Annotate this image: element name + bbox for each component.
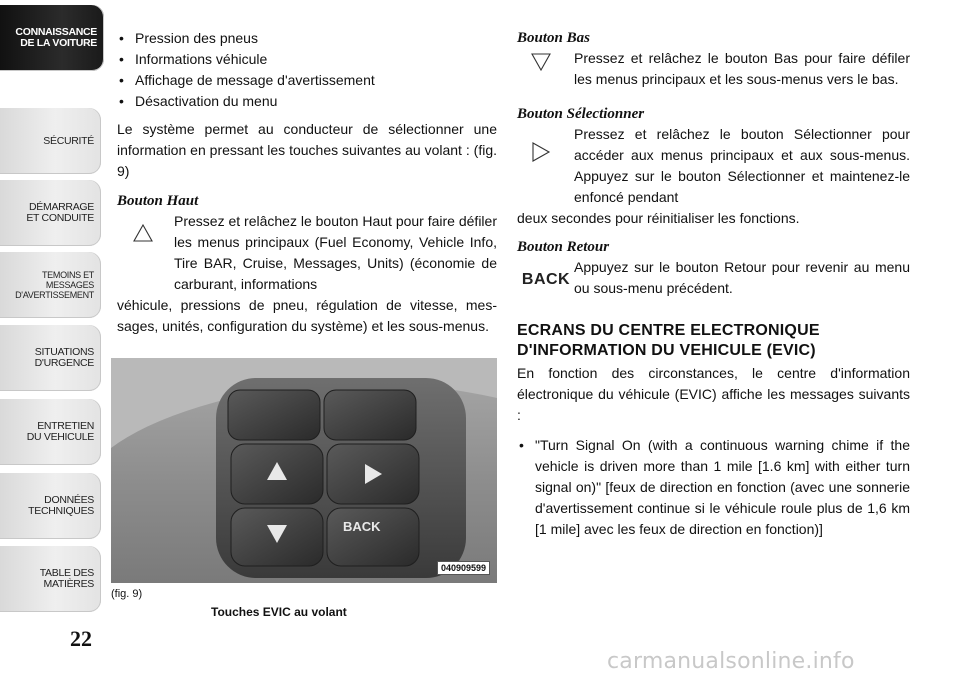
steering-wheel-buttons-photo [111,358,497,583]
back-button-label: BACK [343,519,381,534]
list-item: • Désactivation du menu [117,91,497,112]
section-title-line-1: ECRANS DU CENTRE ELECTRONIQUE [517,322,820,339]
tab-temoins[interactable]: TEMOINS ET MESSAGES D'AVERTISSEMENT [0,252,101,318]
tab-donnees[interactable]: DONNÉES TECHNIQUES [0,473,101,539]
term-bouton-selectionner: Bouton Sélectionner [517,106,645,122]
term-bouton-haut: Bouton Haut [117,193,199,209]
tab-entretien[interactable]: ENTRETIEN DU VEHICULE [0,399,101,465]
watermark: carmanualsonline.info [607,649,855,674]
desc-bouton-haut-cont: véhicule, pressions de pneu, régulation de vitesse, messages, unités, configuration du système) et les sous-menus. [117,297,497,334]
tab-table-des-matieres[interactable]: TABLE DES MATIÈRES [0,546,101,612]
triangle-up-icon [123,213,163,253]
term-bouton-bas: Bouton Bas [517,30,590,46]
feature-list [117,28,497,112]
tab-securite[interactable]: SÉCURITÉ [0,108,101,174]
tab-connaissance[interactable]: CONNAISSANCE DE LA VOITURE [0,5,104,71]
list-item: • Pression des pneus [117,28,497,49]
list-item: • "Turn Signal On (with a continuous warning chime if the vehicle is driven more than 1 mile [1.6 km] with either turn signal on)" [feux de direction en fonction (avec une sonnerie d'avertissement continue si le véhicule roule plus de 1,6 km [1 mile] avec les feux de direction en fonction)] [517,435,910,540]
intro-paragraph: Le système permet au conducteur de sélectionner une information en pressant les touches suivantes au volant : (fig. 9) [117,121,497,179]
back-text-icon: BACK [521,270,571,288]
triangle-down-icon [521,42,561,82]
evic-buttons-illustration [111,358,497,583]
desc-bouton-selectionner: Pressez et relâchez le bouton Sélectionner pour accéder aux menus principaux et aux sous-menus. Appuyez sur le bouton Sélectionner et maintenez-le enfoncé pendant [574,126,910,205]
tab-situations[interactable]: SITUATIONS D'URGENCE [0,325,101,391]
section-title-line-2: D'INFORMATION DU VEHICULE (EVIC) [517,342,816,359]
desc-bouton-haut: Pressez et relâchez le bouton Haut pour faire défiler les menus principaux (Fuel Economy, Vehicle Info, Tire BAR, Cruise, Messages, Units) (économie de carburant, informations [174,213,497,292]
section-title [517,321,910,361]
entry-bouton-retour [517,237,910,299]
entry-bouton-bas [517,28,910,90]
left-column [117,28,497,345]
page-number: 22 [70,626,92,651]
desc-bouton-retour: Appuyez sur le bouton Retour pour revenir au menu ou sous-menu précédent. [574,259,910,296]
figure-label: (fig. 9) [111,588,143,600]
desc-bouton-bas: Pressez et relâchez le bouton Bas pour faire défiler les menus principaux et les sous-menus vers le bas. [574,50,910,87]
right-column [517,28,910,540]
sidebar-nav [0,0,104,678]
desc-bouton-selectionner-cont: deux secondes pour réinitialiser les fonctions. [517,210,800,226]
triangle-right-icon [521,132,561,172]
entry-bouton-haut [117,191,497,337]
list-item: • Affichage de message d'avertissement [117,70,497,91]
figure-caption: Touches EVIC au volant [211,605,347,619]
entry-bouton-selectionner [517,104,910,229]
term-bouton-retour: Bouton Retour [517,239,610,255]
tab-demarrage[interactable]: DÉMARRAGE ET CONDUITE [0,180,101,246]
figure-code: 040909599 [437,561,490,575]
list-item: • Informations véhicule [117,49,497,70]
section-intro: En fonction des circonstances, le centre d'information électronique du véhicule (EVIC) affiche les messages suivants : [517,365,910,423]
